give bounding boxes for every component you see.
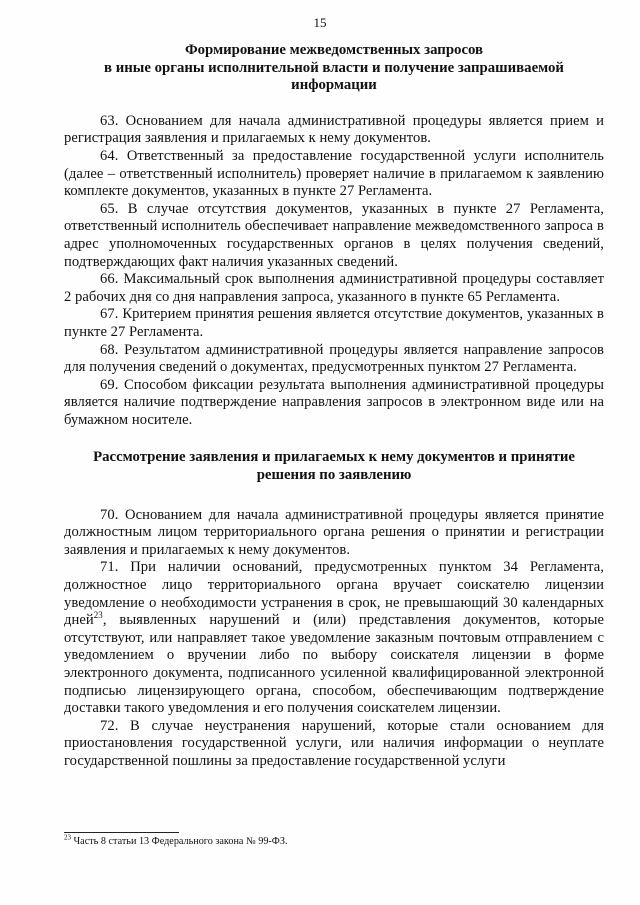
heading-line: в иные органы исполнительной власти и получение запрашиваемой <box>104 59 564 76</box>
section-heading-application-review <box>64 449 604 484</box>
footnote-marker: 23 <box>64 833 71 842</box>
paragraph-67: 67. Критерием принятия решения является отсутствие документов, указанных в пункте 27 Регламента. <box>64 306 604 340</box>
footnote-divider <box>64 832 179 833</box>
paragraph-64: 64. Ответственный за предоставление государственной услуги исполнитель (далее – ответственный исполнитель) проверяет наличие в прилагаемом к заявлению комплекте документов, указанных в пункте 27 Регламента. <box>64 147 604 200</box>
page-number: 15 <box>313 15 327 30</box>
paragraph-66: 66. Максимальный срок выполнения административной процедуры составляет 2 рабочих дня со дня направления запроса, указанного в пункте 65 Регламента. <box>64 271 604 305</box>
footnote <box>64 833 604 848</box>
paragraph-71-text: 71. При наличии оснований, предусмотренных пунктом 34 Регламента, должностное лицо территориального органа вручает соискателю лицензии уведомление о необходимости устранения в срок, не превышающий 30 календарных дней <box>64 559 604 629</box>
paragraph-72: 72. В случае неустранения нарушений, которые стали основанием для приостановления государственной услуги, или наличия информации о неуплате государственной пошлины за предоставление государственной услуги <box>64 717 604 769</box>
heading-line: информации <box>291 77 377 94</box>
paragraph-65: 65. В случае отсутствия документов, указанных в пункте 27 Регламента, ответственный исполнитель обеспечивает направление межведомственного запроса в адрес уполномоченных государственных органов в целях получения сведений, подтверждающих факт наличия указанных сведений. <box>64 200 604 270</box>
footnote-text: Часть 8 статьи 13 Федерального закона № 99-ФЗ. <box>71 836 288 847</box>
footnote-reference[interactable]: 23 <box>93 610 103 621</box>
paragraph-71 <box>64 559 604 717</box>
paragraph-70: 70. Основанием для начала административной процедуры является принятие должностным лицом территориального органа решения о принятии и регистрации заявления и прилагаемых к нему документов. <box>64 506 604 558</box>
page-content <box>64 42 604 771</box>
heading-line: решения по заявлению <box>256 467 412 484</box>
section-heading-interagency-requests <box>64 42 604 95</box>
paragraph-69: 69. Способом фиксации результата выполнения административной процедуры является наличие подтверждение направления запросов в электронном виде или на бумажном носителе. <box>64 376 604 428</box>
paragraph-63: 63. Основанием для начала административной процедуры является прием и регистрация заявления и прилагаемых к нему документов. <box>64 112 604 147</box>
heading-line: Рассмотрение заявления и прилагаемых к нему документов и принятие <box>93 449 575 466</box>
heading-line: Формирование межведомственных запросов <box>184 42 484 58</box>
paragraph-68: 68. Результатом административной процедуры является направление запросов для получения сведений о документах, предусмотренных пунктом 27 Регламента. <box>64 341 604 376</box>
paragraph-71-text: , выявленных нарушений и (или) представления документов, которые отсутствуют, или направляет такое уведомление заказным почтовым отправлением с уведомлением о вручении либо по выбору соискателя лицензии в форме электронного документа, подписанного усиленной квалифицированной электронной подписью лицензирующего органа, способом, обеспечивающим подтверждение доставки такого уведомления и его получения соискателем лицензии. <box>64 612 604 717</box>
